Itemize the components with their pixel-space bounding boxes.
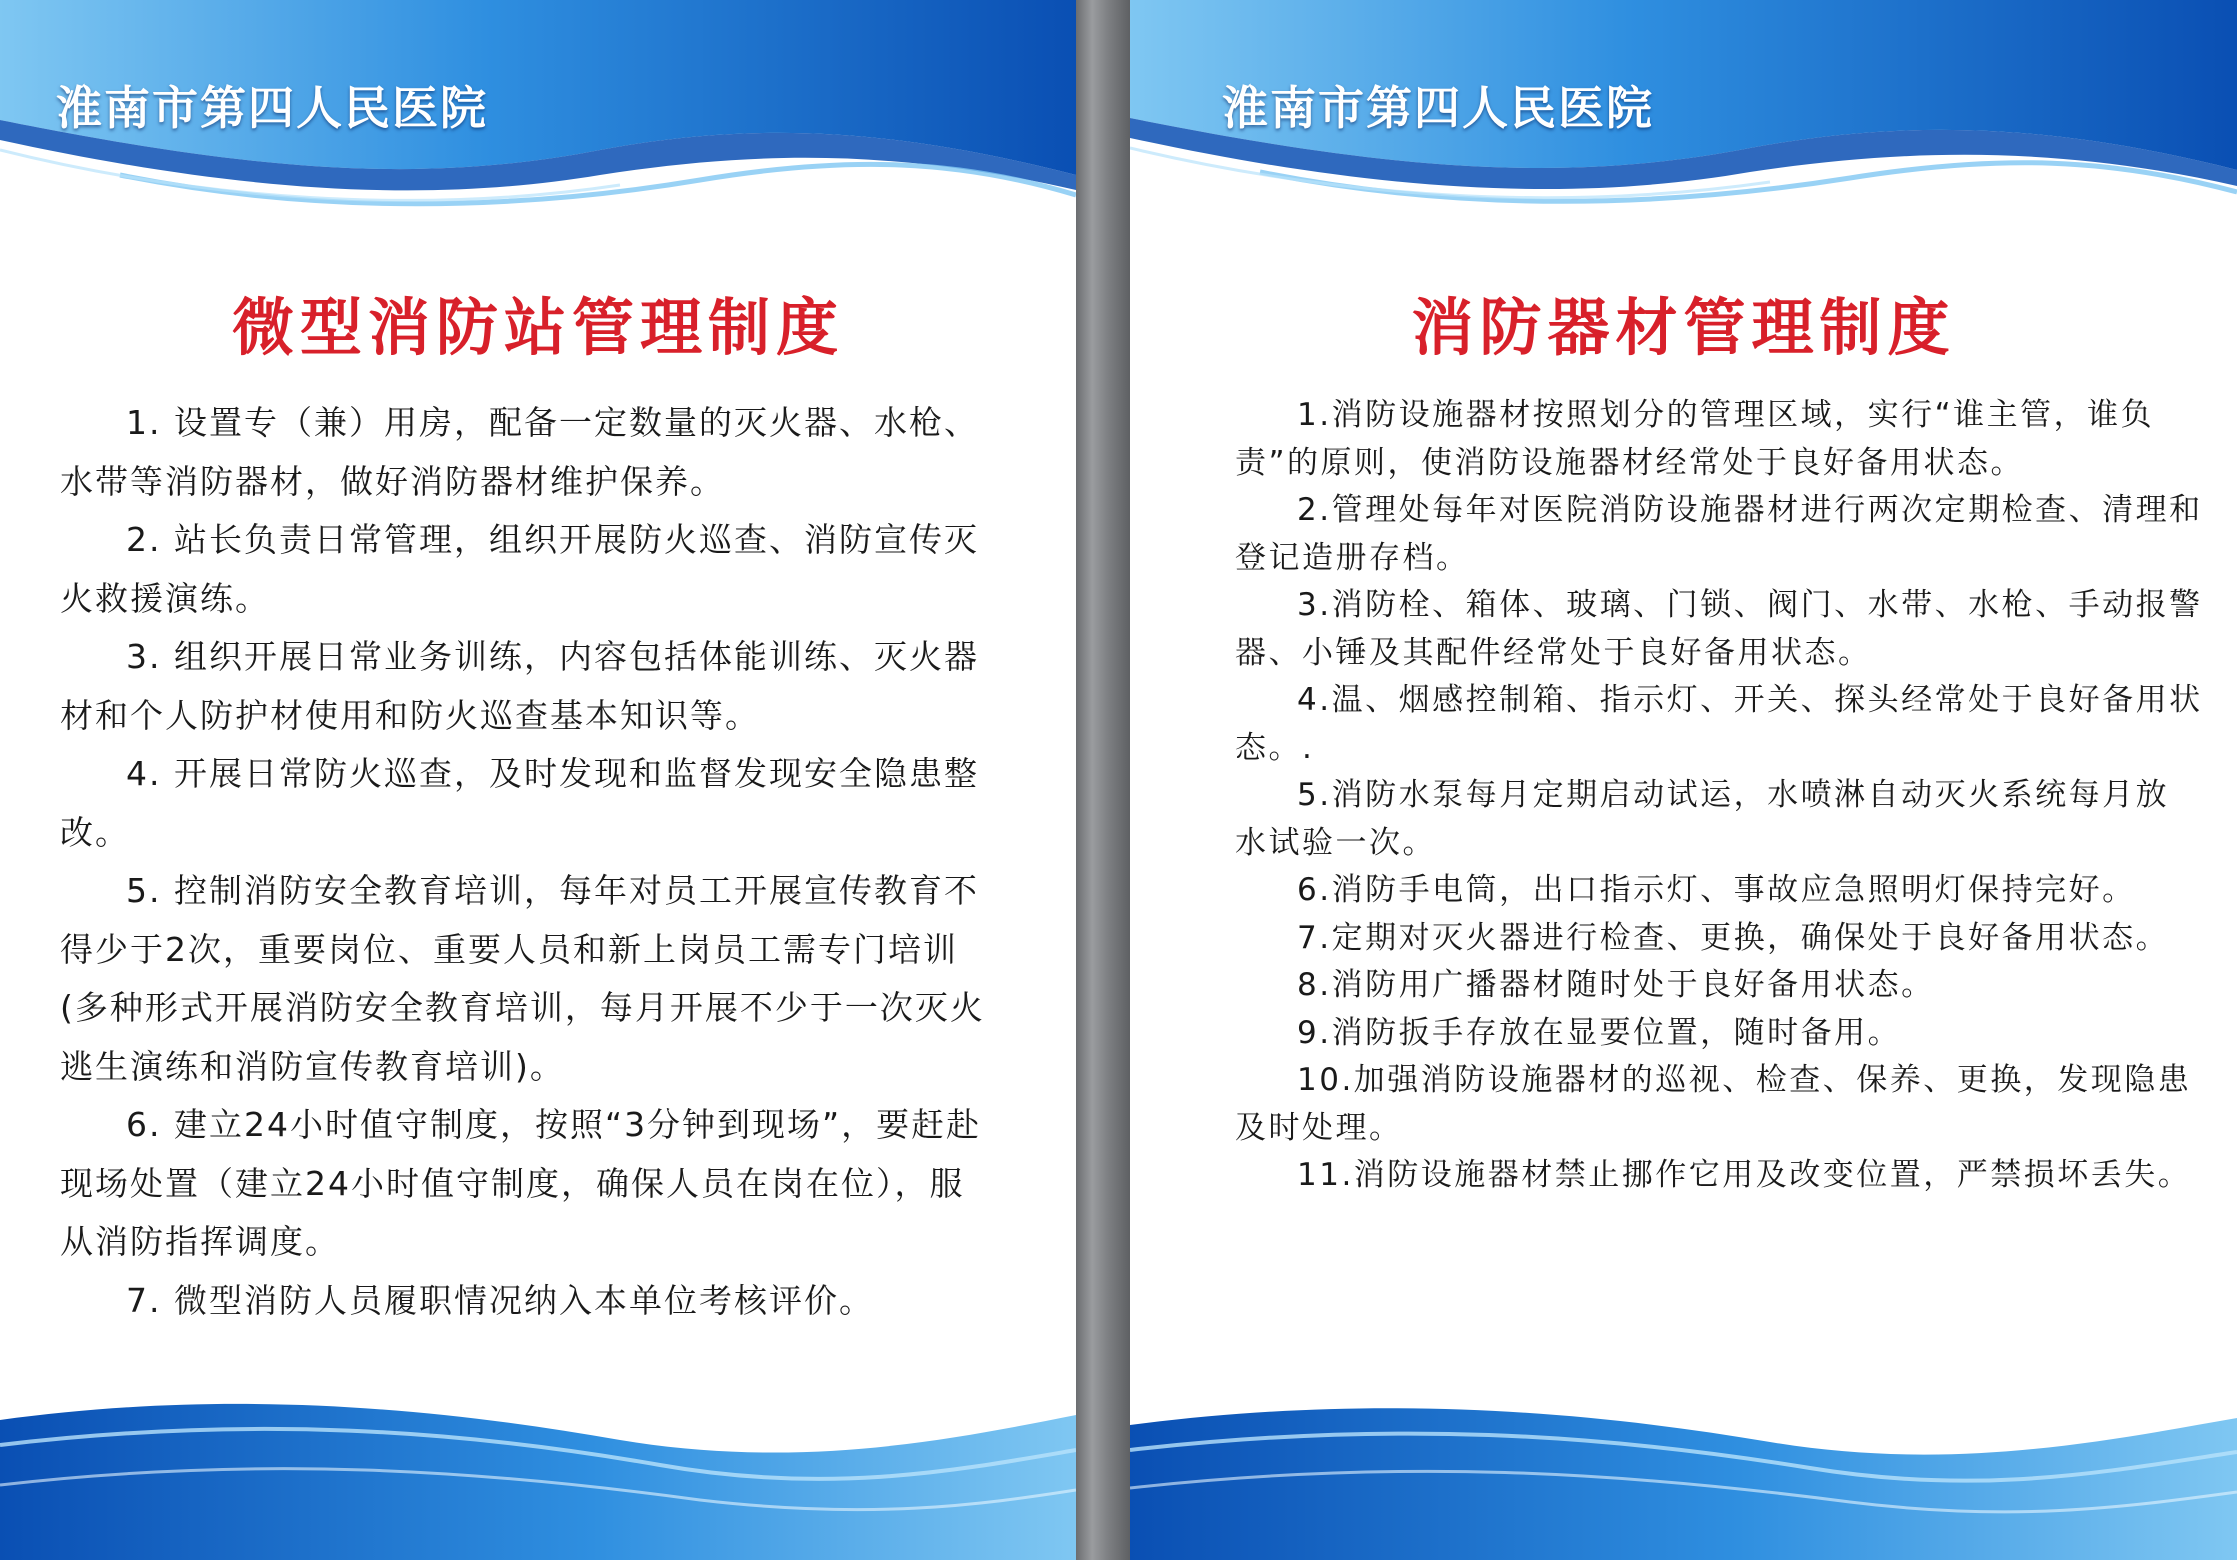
rule-item: 1. 设置专（兼）用房，配备一定数量的灭火器、水枪、水带等消防器材，做好消防器材维护保养。 — [60, 403, 979, 501]
rule-item: 6. 建立24小时值守制度，按照“3分钟到现场”，要赶赴现场处置（建立24小时值守制度，确保人员在岗在位），服从消防指挥调度。 — [60, 1105, 982, 1261]
rule-item: 9.消防扳手存放在显要位置，随时备用。 — [1297, 1014, 1902, 1051]
rule-item: 10.加强消防设施器材的巡视、检查、保养、更换，发现隐患及时处理。 — [1235, 1062, 2192, 1146]
right-sign — [1130, 0, 2237, 1560]
hospital-name: 淮南市第四人民医院 — [1222, 81, 1654, 135]
board-divider — [1076, 0, 1130, 1560]
rule-item: 4.温、烟感控制箱、指示灯、开关、探头经常处于良好备用状态。. — [1235, 682, 2203, 766]
rule-item: 5.消防水泵每月定期启动试运，水喷淋自动灭火系统每月放 水试验一次。 — [1235, 777, 2170, 861]
rule-item: 11.消防设施器材禁止挪作它用及改变位置，严禁损坏丢失。 — [1297, 1157, 2192, 1193]
rule-item: 7. 微型消防人员履职情况纳入本单位考核评价。 — [126, 1280, 874, 1320]
hospital-name: 淮南市第四人民医院 — [56, 81, 488, 135]
sign-title: 消防器材管理制度 — [1411, 291, 1956, 364]
bottom-wave-decoration — [0, 1360, 1076, 1560]
rule-item: 3. 组织开展日常业务训练，内容包括体能训练、灭火器材和个人防护材使用和防火巡查基本知识等。 — [60, 637, 979, 735]
rule-item: 6.消防手电筒，出口指示灯、事故应急照明灯保持完好。 — [1297, 872, 2136, 908]
rules-list — [60, 394, 990, 1330]
bottom-wave-decoration — [1130, 1360, 2237, 1560]
rule-item: 7.定期对灭火器进行检查、更换，确保处于良好备用状态。 — [1297, 919, 2170, 956]
rule-item: 2.管理处每年对医院消防设施器材进行两次定期检查、清理和登记造册存档。 — [1235, 492, 2203, 576]
rule-item: 2. 站长负责日常管理，组织开展防火巡查、消防宣传灭火救援演练。 — [60, 520, 979, 618]
rule-item: 8.消防用广播器材随时处于良好备用状态。 — [1297, 967, 1935, 1003]
rules-list — [1235, 392, 2210, 1200]
sign-title: 微型消防站管理制度 — [231, 291, 844, 364]
rule-item: 4. 开展日常防火巡查，及时发现和监督发现安全隐患整改。 — [60, 754, 979, 852]
rule-item: 3.消防栓、箱体、玻璃、门锁、阀门、水带、水枪、手动报警器、小锤及其配件经常处于良好备用状态。 — [1235, 587, 2203, 671]
rule-item: 5. 控制消防安全教育培训，每年对员工开展宣传教育不得少于2次，重要岗位、重要人员和新上岗员工需专门培训(多种形式开展消防安全教育培训，每月开展不少于一次灭火逃生演练和消防宣传教育培训)。 — [60, 871, 985, 1086]
left-sign — [0, 0, 1076, 1560]
rule-item: 1.消防设施器材按照划分的管理区域，实行“谁主管，谁负责”的原则，使消防设施器材经常处于良好备用状态。 — [1235, 397, 2155, 481]
